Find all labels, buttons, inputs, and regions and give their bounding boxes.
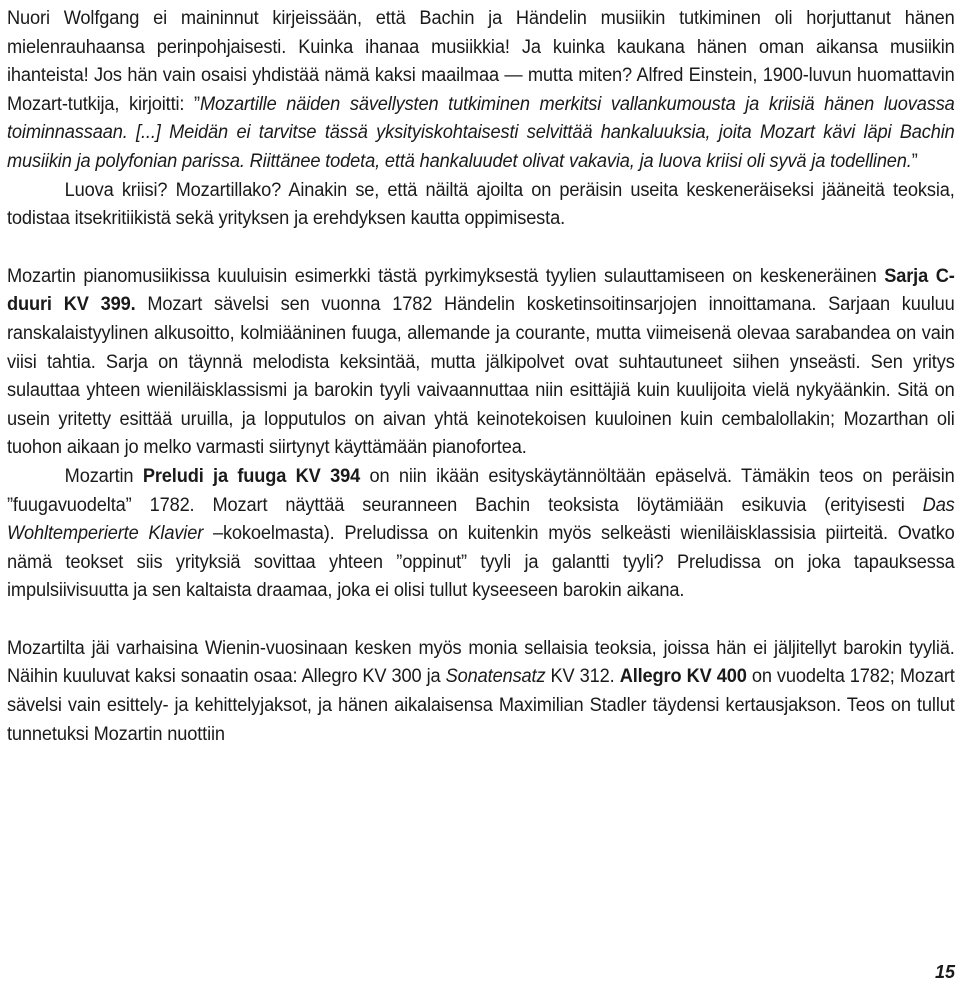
- paragraph-gap: [7, 233, 955, 262]
- paragraph-text: Mozartin: [64, 464, 143, 487]
- page-number: 15: [934, 962, 955, 982]
- paragraph-intro: [7, 4, 955, 176]
- paragraph-text: –kokoelmasta). Preludissa on kuitenkin myös selkeästi wieniläisklassisia piirteitä. Ovatko nämä teokset siis yrityksiä sovittaa yhteen ”oppinut” tyyli ja galantti tyyli? Preludissa on joka tapauksessa impulsiivisuutta ja sen kaltaista draamaa, joka ei olisi tullut kyseeseen barokin aikana.: [7, 522, 955, 602]
- work-title-kv399: Sarja C-duuri KV 399.: [7, 264, 955, 316]
- paragraph-kv399: [7, 262, 955, 462]
- quote-close-mark: ”: [911, 149, 918, 172]
- einstein-quote: Mozartille näiden sävellysten tutkiminen merkitsi vallankumousta ja kriisiä hänen luovassa toiminnassaan. [...] Meidän ei tarvitse tässä yksityiskohtaisesti selvittää hankaluuksia, joita Mozart kävi läpi Bachin musiikin ja polyfonian parissa. Riittänee todeta, että hankaluudet olivat vakavia, ja luova kriisi oli syvä ja todellinen.: [7, 92, 955, 172]
- paragraph-kv394: [7, 462, 955, 605]
- paragraph-text: Luova kriisi? Mozartillako? Ainakin se, että näiltä ajoilta on peräisin useita keskeneräiseksi jääneitä teoksia, todistaa itsekritiikistä sekä yrityksen ja erehdyksen kautta oppimisesta.: [7, 178, 955, 230]
- paragraph-text: Nuori Wolfgang ei maininnut kirjeissään, että Bachin ja Händelin musiikin tutkiminen oli horjuttanut hänen mielenrauhaansa perinpohjaisesti. Kuinka ihanaa musiikkia! Ja kuinka kaukana hänen oman aikansa musiikin ihanteista! Jos hän vain osaisi yhdistää nämä kaksi maailmaa — mutta miten? Alfred Einstein, 1900-luvun huomattavin Mozart-tutkija, kirjoitti: ”: [7, 7, 955, 115]
- paragraph-gap: [7, 605, 955, 634]
- paragraph-text: on vuodelta 1782; Mozart sävelsi vain esittely- ja kehittelyjaksot, ja hänen aikalaisensa Maximilian Stadler täydensi kertausjakson. Teos on tullut tunnetuksi Mozartin nuottiin: [7, 665, 955, 745]
- paragraph-text: Mozart sävelsi sen vuonna 1782 Händelin kosketinsoitinsarjojen innoittamana. Sarjaan kuuluu ranskalaistyylinen alkusoitto, kolmiääninen fuuga, allemande ja courante, mutta viimeisenä olevaa sarabandea on vain viisi tahtia. Sarja on täynnä melodista keksintää, mutta jälkipolvet ovat suhtautuneet siihen ynseästi. Sen yritys sulauttaa yhteen wieniläisklassismi ja barokin tyyli vaivaannuttaa niin esittäjiä kuin kuulijoita vielä nykyäänkin. Sitä on usein yritetty esittää uruilla, ja lopputulos on aivan yhtä keinotekoisen kuuloinen kuin cembalollakin; Mozarthan oli tuohon aikaan jo melko varmasti siirtynyt käyttämään pianofortea.: [7, 293, 955, 459]
- paragraph-text: Mozartin pianomusiikissa kuuluisin esimerkki tästä pyrkimyksestä tyylien sulauttamiseen on keskeneräinen: [7, 264, 885, 287]
- work-title-sonatensatz: Sonatensatz: [445, 665, 546, 688]
- collection-title: Das Wohltemperierte Klavier: [7, 493, 955, 545]
- paragraph-text: KV 312.: [545, 665, 620, 688]
- paragraph-kv400: [7, 634, 955, 748]
- work-title-kv400: Allegro KV 400: [619, 665, 747, 688]
- document-page: [7, 4, 955, 748]
- paragraph-text: on niin ikään esityskäytännöltään epäselvä. Tämäkin teos on peräisin ”fuugavuodelta” 1782. Mozart näyttää seuranneen Bachin teoksista löytämiään esikuvia (erityisesti: [7, 464, 955, 516]
- paragraph-text: Mozartilta jäi varhaisina Wienin-vuosinaan kesken myös monia sellaisia teoksia, joissa hän ei jäljitellyt barokin tyyliä. Näihin kuuluvat kaksi sonaatin osaa: Allegro KV 300 ja: [7, 636, 955, 688]
- work-title-kv394: Preludi ja fuuga KV 394: [142, 464, 361, 487]
- paragraph-crisis: [7, 176, 955, 233]
